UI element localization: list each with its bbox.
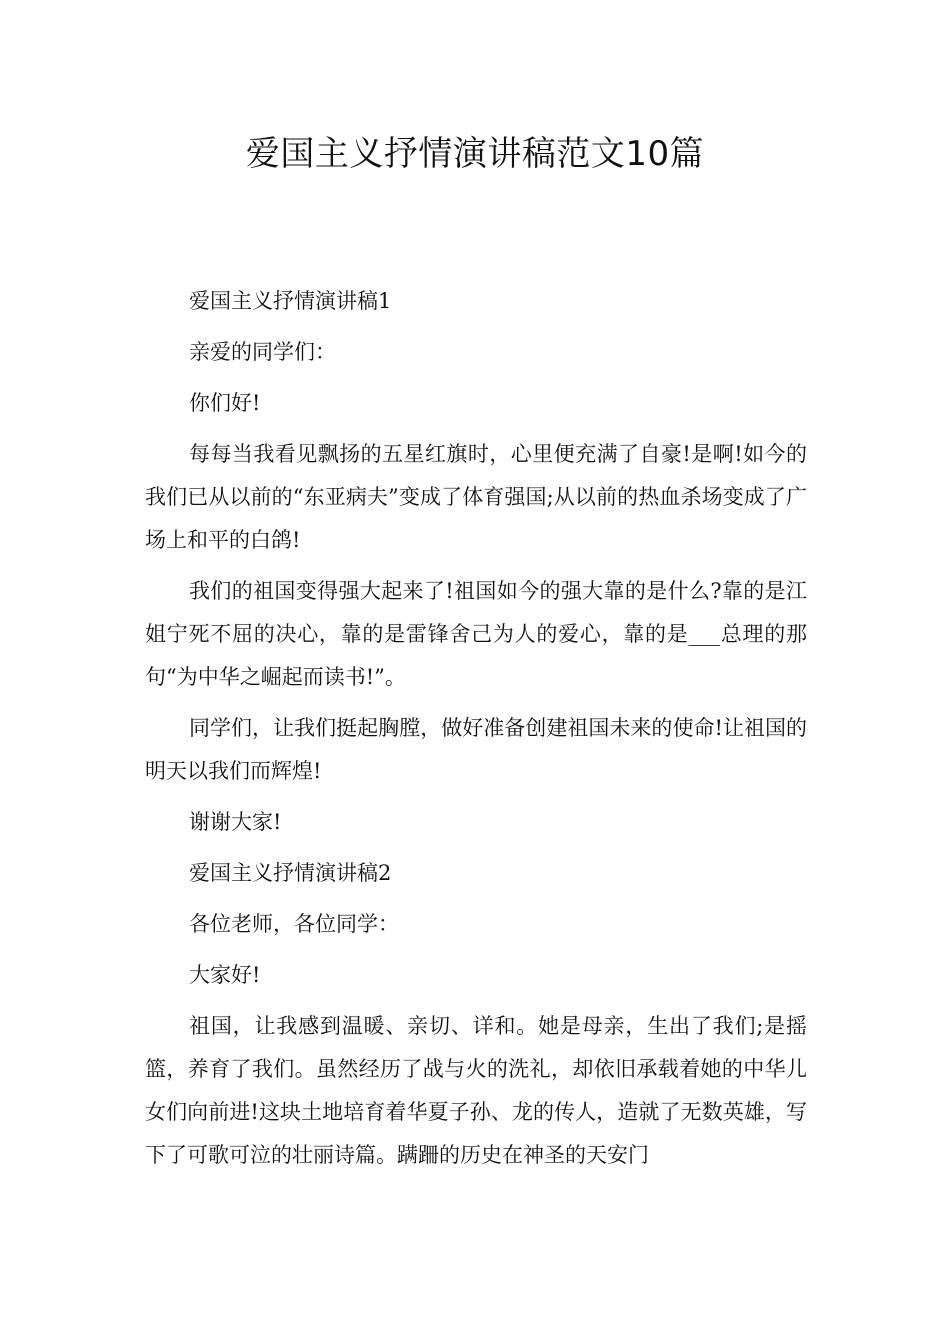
salutation: 亲爱的同学们： (189, 340, 336, 364)
salutation: 各位老师，各位同学： (189, 912, 399, 936)
closing: 谢谢大家! (189, 810, 282, 834)
body-paragraph: 同学们，让我们挺起胸膛，做好准备创建祖国未来的使命!让祖国的明天以我们而辉煌! (145, 716, 807, 783)
document-body (145, 280, 807, 1185)
section-heading-1: 爱国主义抒情演讲稿1 (189, 289, 392, 313)
greeting: 你们好! (189, 391, 261, 415)
greeting: 大家好! (189, 963, 261, 987)
section-heading-2: 爱国主义抒情演讲稿2 (189, 861, 392, 885)
body-paragraph: 我们的祖国变得强大起来了!祖国如今的强大靠的是什么?靠的是江姐宁死不屈的决心，靠的是雷锋舍己为人的爱心，靠的是___总理的那句“为中华之崛起而读书!”。 (145, 579, 807, 689)
body-paragraph: 每每当我看见飘扬的五星红旗时，心里便充满了自豪!是啊!如今的我们已从以前的“东亚病夫”变成了体育强国;从以前的热血杀场变成了广场上和平的白鸽! (145, 442, 807, 552)
body-paragraph: 祖国，让我感到温暖、亲切、详和。她是母亲，生出了我们;是摇篮，养育了我们。虽然经历了战与火的洗礼，却依旧承载着她的中华儿女们向前进!这块土地培育着华夏子孙、龙的传人，造就了无数英雄，写下了可歌可泣的壮丽诗篇。蹒跚的历史在神圣的天安门 (145, 1014, 807, 1167)
page-title: 爱国主义抒情演讲稿范文10篇 (245, 134, 705, 174)
